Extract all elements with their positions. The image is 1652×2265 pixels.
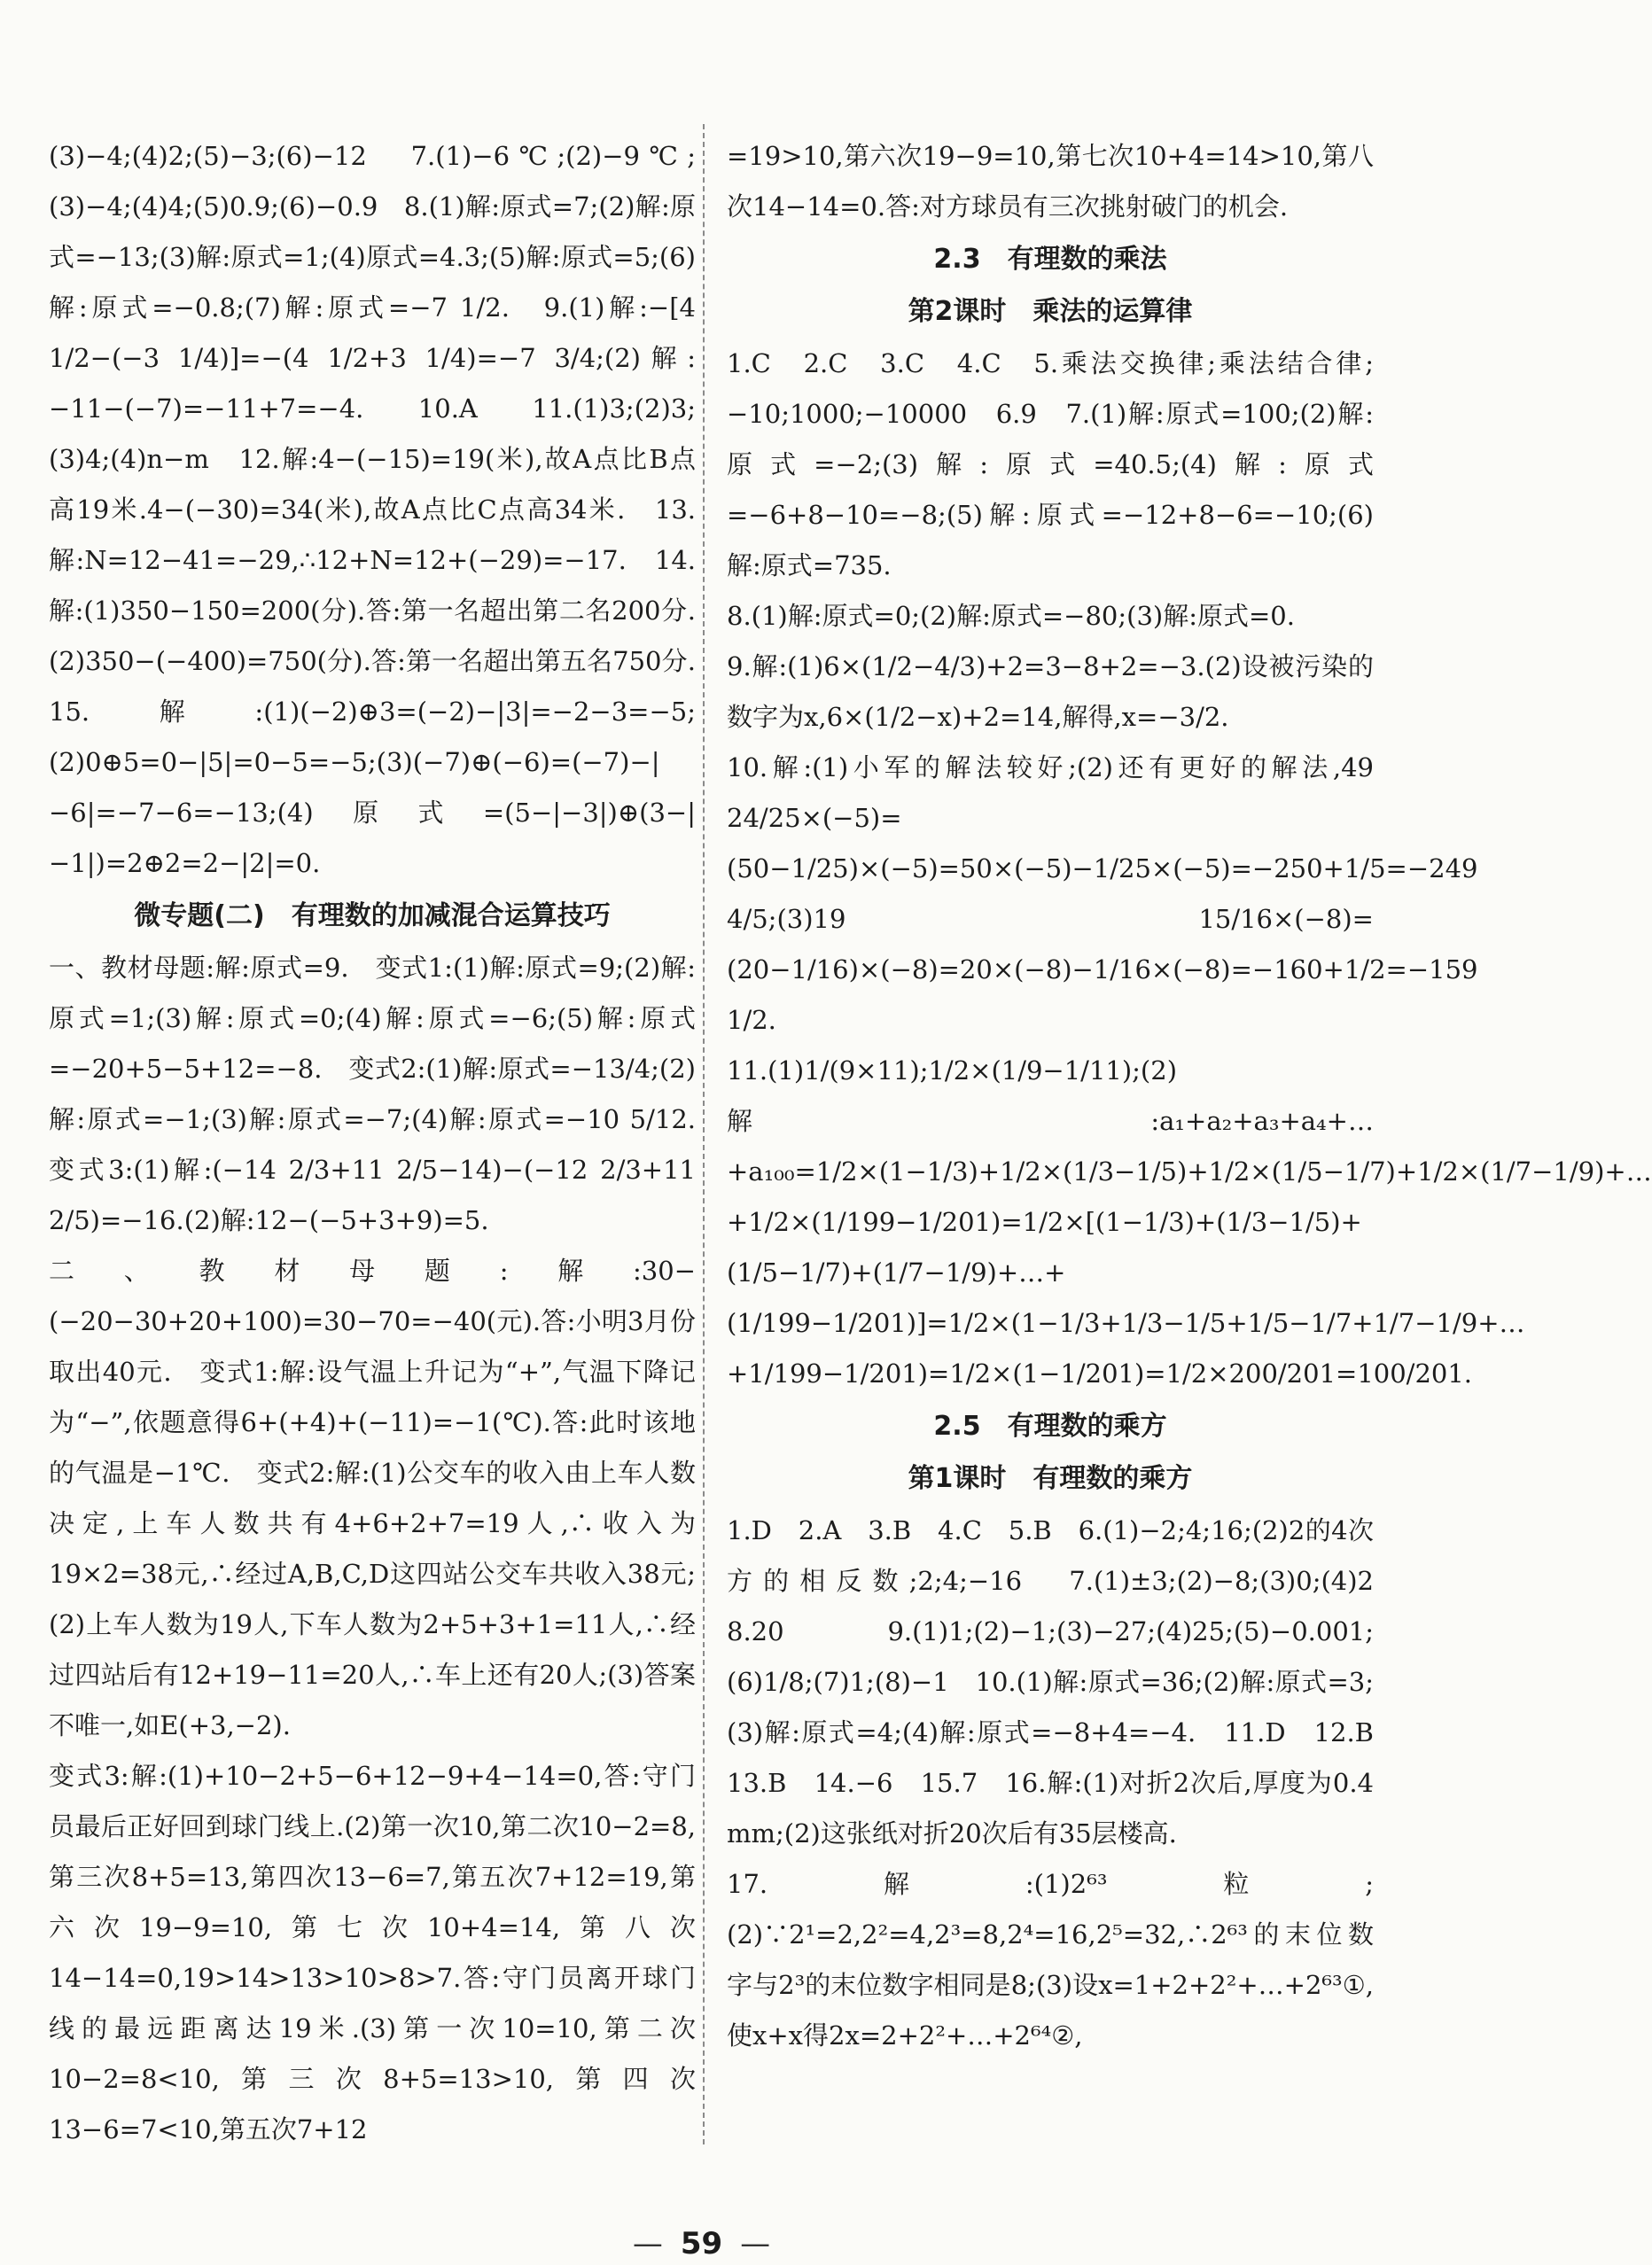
page-footer: — 59 —	[632, 2226, 771, 2261]
answer-paragraph: 1.D 2.A 3.B 4.C 5.B 6.(1)−2;4;16;(2)2的4次方的相反数;2;4;−16 7.(1)±3;(2)−8;(3)0;(4)2 8.20 9.(1)1;(2)−1;(3)−27;(4)25;(5)−0.001;(6)1/8;(7)1;(8)−1 10.(1)解:原式=36;(2)解:原式=3;(3)解:原式=4;(4)解:原式=−8+4=−4. 11.D 12.B 13.B 14.−6 15.7 16.解:(1)对折2次后,厚度为0.4 mm;(2)这张纸对折20次后有35层楼高.	[727, 1515, 1400, 1849]
section-heading: 2.3 有理数的乘法	[933, 244, 1167, 275]
section-heading: 第1课时 有理数的乘方	[908, 1463, 1193, 1494]
right-column	[727, 131, 1652, 2061]
section-heading: 第2课时 乘法的运算律	[908, 296, 1193, 327]
answer-paragraph: (3)−4;(4)2;(5)−3;(6)−12 7.(1)−6℃;(2)−9℃;(3)−4;(4)4;(5)0.9;(6)−0.9 8.(1)解:原式=7;(2)解:原式=−13;(3)解:原式=1;(4)原式=4.3;(5)解:原式=5;(6)解:原式=−0.8;(7)解:原式=−7 1/2. 9.(1)解:−[4 1/2−(−3 1/4)]=−(4 1/2+3 1/4)=−7 3/4;(2)解:−11−(−7)=−11+7=−4. 10.A 11.(1)3;(2)3;(3)4;(4)n−m 12.解:4−(−15)=19(米),故A点比B点高19米.4−(−30)=34(米),故A点比C点高34米. 13.解:N=12−41=−29,∴12+N=12+(−29)=−17. 14.解:(1)350−150=200(分).答:第一名超出第二名200分.(2)350−(−400)=750(分).答:第一名超出第五名750分. 15.解:(1)(−2)⊕3=(−2)−|3|=−2−3=−5;(2)0⊕5=0−|5|=0−5=−5;(3)(−7)⊕(−6)=(−7)−|−6|=−7−6=−13;(4)原式=(5−|−3|)⊕(3−|−1|)=2⊕2=2−|2|=0.	[49, 141, 722, 878]
left-column	[49, 131, 722, 2155]
section-heading: 微专题(二) 有理数的加减混合运算技巧	[134, 900, 611, 931]
answer-paragraph: 11.(1)1/(9×11);1/2×(1/9−1/11);(2)解:a₁+a₂+a₃+a₄+…+a₁₀₀=1/2×(1−1/3)+1/2×(1/3−1/5)+1/2×(1/5−1/7)+1/2×(1/7−1/9)+…+1/2×(1/199−1/201)=1/2×[(1−1/3)+(1/3−1/5)+(1/5−1/7)+(1/7−1/9)+…+(1/199−1/201)]=1/2×(1−1/3+1/3−1/5+1/5−1/7+1/7−1/9+…+1/199−1/201)=1/2×(1−1/201)=1/2×200/201=100/201.	[727, 1055, 1652, 1389]
answer-paragraph: 17.解:(1)2⁶³粒;(2)∵2¹=2,2²=4,2³=8,2⁴=16,2⁵=32,∴2⁶³的末位数字与2³的末位数字相同是8;(3)设x=1+2+2²+…+2⁶³①,使x+x得2x=2+2²+…+2⁶⁴②,	[727, 1869, 1374, 2051]
page-number: 59	[680, 2226, 723, 2261]
answer-paragraph: =19>10,第六次19−9=10,第七次10+4=14>10,第八次14−14=0.答:对方球员有三次挑射破门的机会.	[727, 141, 1374, 222]
column-divider	[703, 124, 705, 2144]
answer-paragraph: 二、教材母题:解:30−(−20−30+20+100)=30−70=−40(元).答:小明3月份取出40元. 变式1:解:设气温上升记为“+”,气温下降记为“−”,依题意得6+(+4)+(−11)=−1(℃).答:此时该地的气温是−1℃. 变式2:解:(1)公交车的收入由上车人数决定,上车人数共有4+6+2+7=19人,∴收入为19×2=38元,∴经过A,B,C,D这四站公交车共收入38元;(2)上车人数为19人,下车人数为2+5+3+1=11人,∴经过四站后有12+19−11=20人,∴车上还有20人;(3)答案不唯一,如E(+3,−2).	[49, 1256, 696, 1740]
answer-paragraph: 变式3:解:(1)+10−2+5−6+12−9+4−14=0,答:守门员最后正好回到球门线上.(2)第一次10,第二次10−2=8,第三次8+5=13,第四次13−6=7,第五次7+12=19,第六次19−9=10,第七次10+4=14,第八次14−14=0,19>14>13>10>8>7.答:守门员离开球门线的最远距离达19米.(3)第一次10=10,第二次10−2=8<10,第三次8+5=13>10,第四次13−6=7<10,第五次7+12	[49, 1761, 696, 2144]
answer-paragraph: 9.解:(1)6×(1/2−4/3)+2=3−8+2=−3.(2)设被污染的数字为x,6×(1/2−x)+2=14,解得,x=−3/2.	[727, 651, 1374, 732]
answer-paragraph: 一、教材母题:解:原式=9. 变式1:(1)解:原式=9;(2)解:原式=1;(3)解:原式=0;(4)解:原式=−6;(5)解:原式=−20+5−5+12=−8. 变式2:(1)解:原式=−13/4;(2)解:原式=−1;(3)解:原式=−7;(4)解:原式=−10 5/12. 变式3:(1)解:(−14 2/3+11 2/5−14)−(−12 2/3+11 2/5)=−16.(2)解:12−(−5+3+9)=5.	[49, 953, 722, 1235]
answer-paragraph: 1.C 2.C 3.C 4.C 5.乘法交换律;乘法结合律;−10;1000;−10000 6.9 7.(1)解:原式=100;(2)解:原式=−2;(3)解:原式=40.5;(4)解:原式=−6+8−10=−8;(5)解:原式=−12+8−6=−10;(6)解:原式=735.	[727, 348, 1374, 580]
answer-paragraph: 10.解:(1)小军的解法较好;(2)还有更好的解法,49 24/25×(−5)=(50−1/25)×(−5)=50×(−5)−1/25×(−5)=−250+1/5=−249 4/5;(3)19 15/16×(−8)=(20−1/16)×(−8)=20×(−8)−1/16×(−8)=−160+1/2=−159 1/2.	[727, 752, 1478, 1035]
section-heading: 2.5 有理数的乘方	[933, 1411, 1167, 1442]
answer-paragraph: 8.(1)解:原式=0;(2)解:原式=−80;(3)解:原式=0.	[727, 601, 1295, 631]
